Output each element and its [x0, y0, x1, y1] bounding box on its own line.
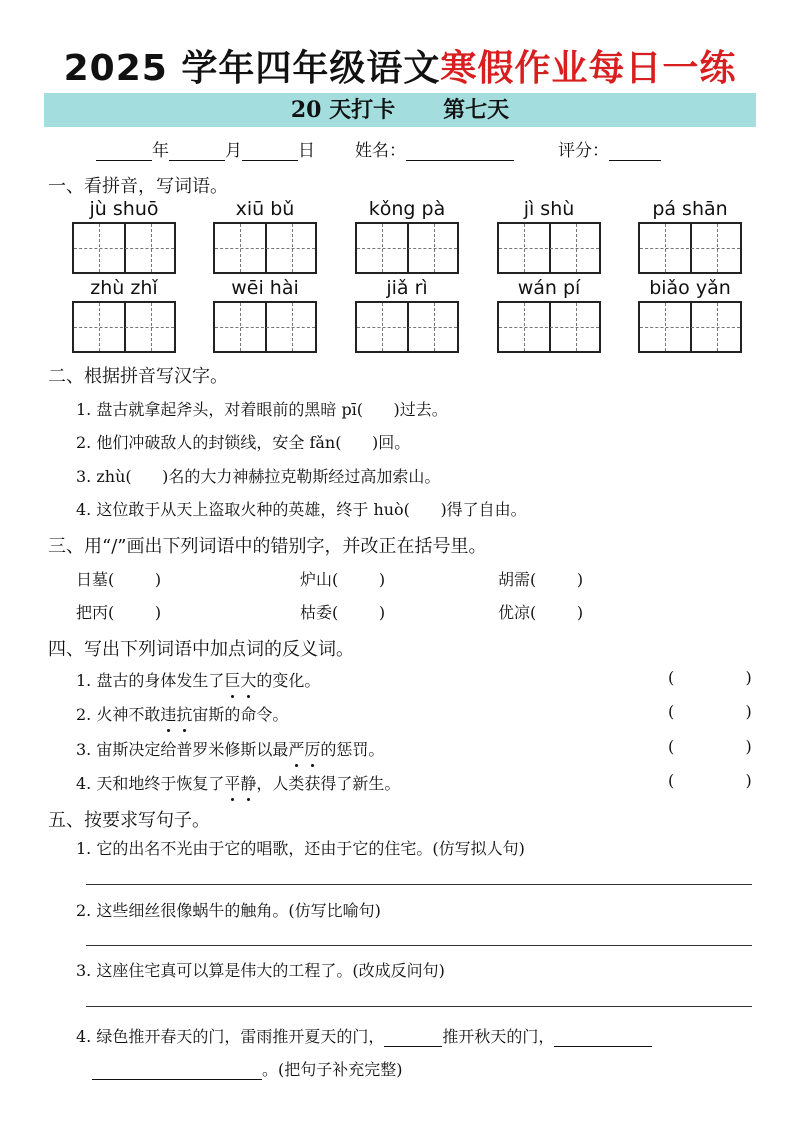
pinyin-10: biǎo yǎn: [649, 277, 731, 299]
page-title: [0, 40, 800, 91]
section4-item-3: [76, 737, 384, 760]
section5-item-1: 1. 它的出名不光由于它的唱歌，还由于它的住宅。(仿写拟人句): [76, 839, 525, 858]
item-text: 。(把句子补充完整): [262, 1060, 403, 1079]
pinyin-7: wēi hài: [231, 277, 299, 299]
item-text: 的惩罚。: [320, 740, 385, 759]
tian-grid-3[interactable]: [355, 222, 459, 274]
section3-item-4: 把丙( ): [76, 603, 162, 622]
tian-grid-1[interactable]: [72, 222, 176, 274]
answer-paren-1[interactable]: ( ): [668, 668, 752, 687]
section5-item-4-cont: [92, 1057, 403, 1080]
dotted-char: 静: [240, 771, 256, 794]
section4-heading: 四、写出下列词语中加点词的反义词。: [48, 639, 354, 660]
section4-item-4: [76, 771, 400, 794]
section5-item-2: 2. 这些细丝很像蜗牛的触角。(仿写比喻句): [76, 901, 381, 920]
year-blank[interactable]: [96, 144, 152, 161]
answer-line-1[interactable]: [86, 884, 752, 885]
section5-item-3: 3. 这座住宅真可以算是伟大的工程了。(改成反问句): [76, 961, 445, 980]
tian-grid-8[interactable]: [355, 301, 459, 353]
item-text: 推开秋天的门，: [442, 1027, 555, 1046]
section5-item-4: [76, 1024, 652, 1047]
dotted-char: 大: [240, 668, 256, 691]
section2-item-4: 4. 这位敢于从天上盗取火种的英雄，终于 huò( )得了自由。: [76, 500, 527, 519]
score-label: 评分：: [558, 141, 609, 161]
section3-item-5: 枯委( ): [300, 603, 386, 622]
section2-item-1: 1. 盘古就拿起斧头，对着眼前的黑暗 pī( )过去。: [76, 400, 448, 419]
item-text: ，人类获得了新生。: [256, 774, 401, 793]
section3-item-1: 日墓( ): [76, 570, 162, 589]
pinyin-9: wán pí: [517, 277, 581, 299]
section2-heading: 二、根据拼音写汉字。: [48, 366, 228, 387]
item-text: 4. 绿色推开春天的门，雷雨推开夏天的门，: [76, 1027, 385, 1046]
name-label: 姓名：: [355, 141, 406, 161]
answer-line-2[interactable]: [86, 945, 752, 946]
section4-item-1: [76, 668, 320, 691]
item-text: 宙斯的命令。: [192, 705, 289, 724]
banner-days: 20 天打卡: [290, 97, 396, 123]
answer-paren-3[interactable]: ( ): [668, 737, 752, 756]
section2-item-3: 3. zhù( )名的大力神赫拉克勒斯经过高加索山。: [76, 467, 441, 486]
section3-item-2: 炉山( ): [300, 570, 386, 589]
pinyin-2: xiū bǔ: [235, 198, 295, 220]
answer-paren-4[interactable]: ( ): [668, 771, 752, 790]
pinyin-4: jì shù: [523, 198, 575, 220]
pinyin-5: pá shān: [652, 198, 728, 220]
month-label: 月: [225, 141, 242, 161]
item-text: 2. 火神不敢: [76, 705, 161, 724]
day-blank[interactable]: [242, 144, 298, 161]
banner-day-number: 第七天: [443, 97, 510, 123]
tian-grid-9[interactable]: [497, 301, 601, 353]
year-label: 年: [152, 141, 169, 161]
pinyin-1: jù shuō: [89, 198, 159, 220]
dotted-char: 巨: [224, 668, 240, 691]
section1-heading: 一、看拼音，写词语。: [48, 176, 228, 197]
section4-item-2: [76, 702, 288, 725]
item-text: 3. 宙斯决定给普罗米修斯以最: [76, 740, 289, 759]
tian-grid-7[interactable]: [213, 301, 317, 353]
section2-item-2: 2. 他们冲破敌人的封锁线，安全 fǎn( )回。: [76, 433, 411, 452]
item-text: 的变化。: [256, 671, 321, 690]
tian-grid-10[interactable]: [638, 301, 742, 353]
dotted-char: 抗: [176, 702, 192, 725]
dotted-char: 严: [288, 737, 304, 760]
fill-blank-2[interactable]: [554, 1030, 652, 1047]
score-blank[interactable]: [609, 144, 661, 161]
section3-heading: 三、用“/”画出下列词语中的错别字，并改正在括号里。: [48, 536, 487, 557]
section3-item-3: 胡需( ): [498, 570, 584, 589]
fill-blank-3[interactable]: [92, 1063, 262, 1080]
info-line: [96, 136, 661, 161]
dotted-char: 违: [160, 702, 176, 725]
pinyin-3: kǒng pà: [368, 198, 446, 220]
title-main: 2025 学年四年级语文: [63, 48, 441, 89]
banner-text: [44, 93, 756, 127]
section3-item-6: 优凉( ): [498, 603, 584, 622]
day-label: 日: [298, 141, 315, 161]
pinyin-6: zhù zhǐ: [90, 277, 158, 299]
fill-blank-1[interactable]: [384, 1030, 442, 1047]
tian-grid-4[interactable]: [497, 222, 601, 274]
item-text: 4. 天和地终于恢复了: [76, 774, 225, 793]
answer-paren-2[interactable]: ( ): [668, 702, 752, 721]
pinyin-8: jiǎ rì: [386, 277, 428, 299]
item-text: 1. 盘古的身体发生了: [76, 671, 225, 690]
section5-heading: 五、按要求写句子。: [48, 810, 210, 831]
title-highlight: 寒假作业每日一练: [440, 48, 737, 89]
name-blank[interactable]: [406, 144, 514, 161]
answer-line-3[interactable]: [86, 1006, 752, 1007]
month-blank[interactable]: [169, 144, 225, 161]
dotted-char: 平: [224, 771, 240, 794]
tian-grid-2[interactable]: [213, 222, 317, 274]
dotted-char: 厉: [304, 737, 320, 760]
tian-grid-5[interactable]: [638, 222, 742, 274]
tian-grid-6[interactable]: [72, 301, 176, 353]
